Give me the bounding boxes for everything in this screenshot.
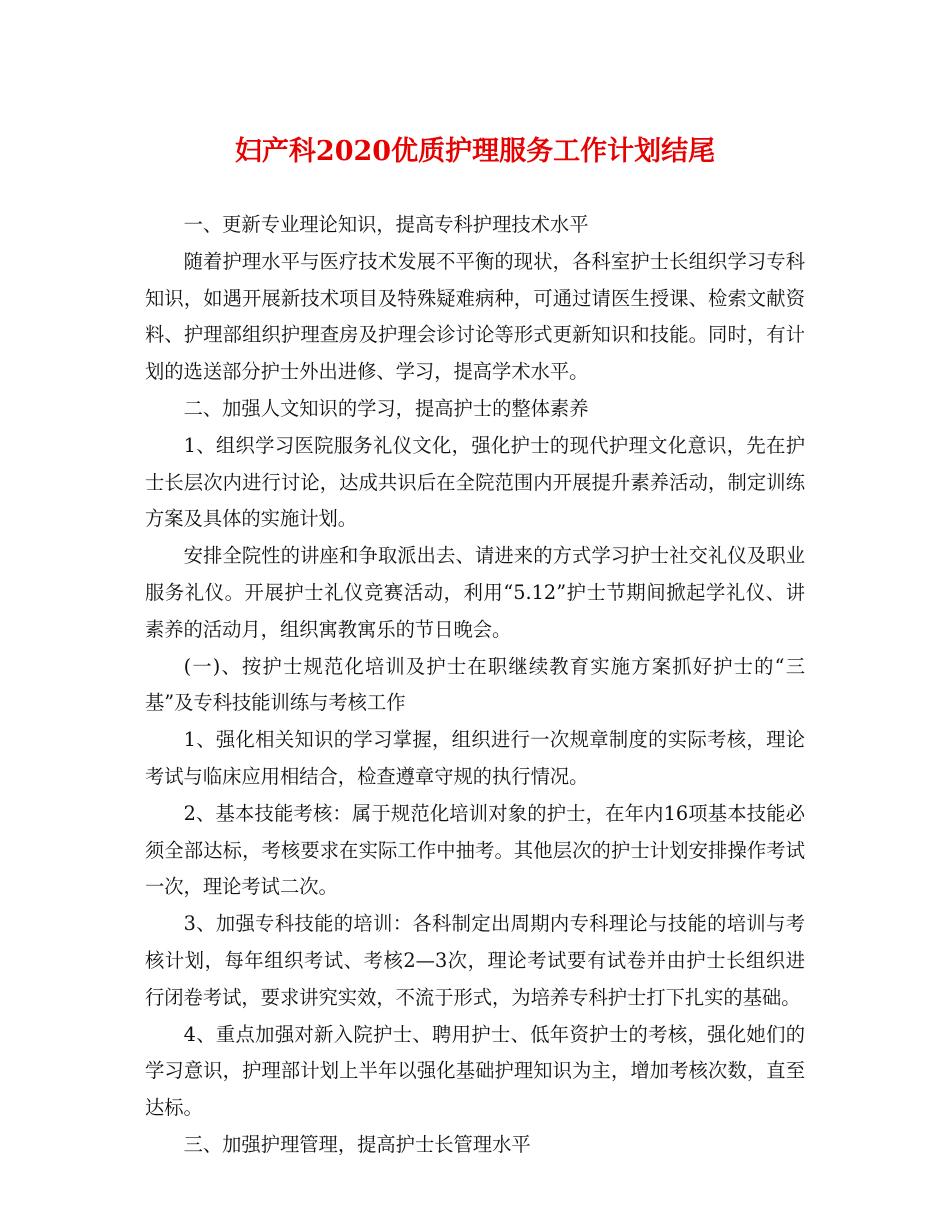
body-paragraph: 随着护理水平与医疗技术发展不平衡的现状，各科室护士长组织学习专科知识，如遇开展新技术项目及特殊疑难病种，可通过请医生授课、检索文献资料、护理部组织护理查房及护理会诊讨论等形式更新知识和技能。同时，有计划的选送部分护士外出进修、学习，提高学术水平。 bbox=[145, 249, 805, 384]
document-title: 妇产科2020优质护理服务工作计划结尾 bbox=[234, 136, 716, 167]
body-paragraph: 4、重点加强对新入院护士、聘用护士、低年资护士的考核，强化她们的学习意识，护理部计划上半年以强化基础护理知识为主，增加考核次数，直至达标。 bbox=[145, 1022, 805, 1120]
body-paragraph: 安排全院性的讲座和争取派出去、请进来的方式学习护士社交礼仪及职业服务礼仪。开展护士礼仪竞赛活动，利用“5.12”护士节期间掀起学礼仪、讲素养的活动月，组织寓教寓乐的节日晚会。 bbox=[145, 544, 805, 641]
body-paragraph: 3、加强专科技能的培训：各科制定出周期内专科理论与技能的培训与考核计划，每年组织考试、考核2—3次，理论考试要有试卷并由护士长组织进行闭卷考试，要求讲究实效，不流于形式，为培养专科护士打下扎实的基础。 bbox=[145, 912, 805, 1009]
subsection-heading: (一)、按护士规范化培训及护士在职继续教育实施方案抓好护士的“三基”及专科技能训练与考核工作 bbox=[145, 654, 805, 715]
section-heading: 一、更新专业理论知识，提高专科护理技术水平 bbox=[183, 213, 589, 236]
document-body bbox=[145, 207, 805, 1164]
body-paragraph: 2、基本技能考核：属于规范化培训对象的护士，在年内16项基本技能必须全部达标，考核要求在实际工作中抽考。其他层次的护士计划安排操作考试一次，理论考试二次。 bbox=[145, 801, 805, 899]
section-heading: 二、加强人文知识的学习，提高护士的整体素养 bbox=[183, 396, 589, 420]
body-paragraph: 1、强化相关知识的学习掌握，组织进行一次规章制度的实际考核，理论考试与临床应用相结合，检查遵章守规的执行情况。 bbox=[145, 728, 805, 788]
section-heading: 三、加强护理管理，提高护士长管理水平 bbox=[183, 1132, 531, 1156]
body-paragraph: 1、组织学习医院服务礼仪文化，强化护士的现代护理文化意识，先在护士长层次内进行讨论，达成共识后在全院范围内开展提升素养活动，制定训练方案及具体的实施计划。 bbox=[145, 433, 805, 531]
